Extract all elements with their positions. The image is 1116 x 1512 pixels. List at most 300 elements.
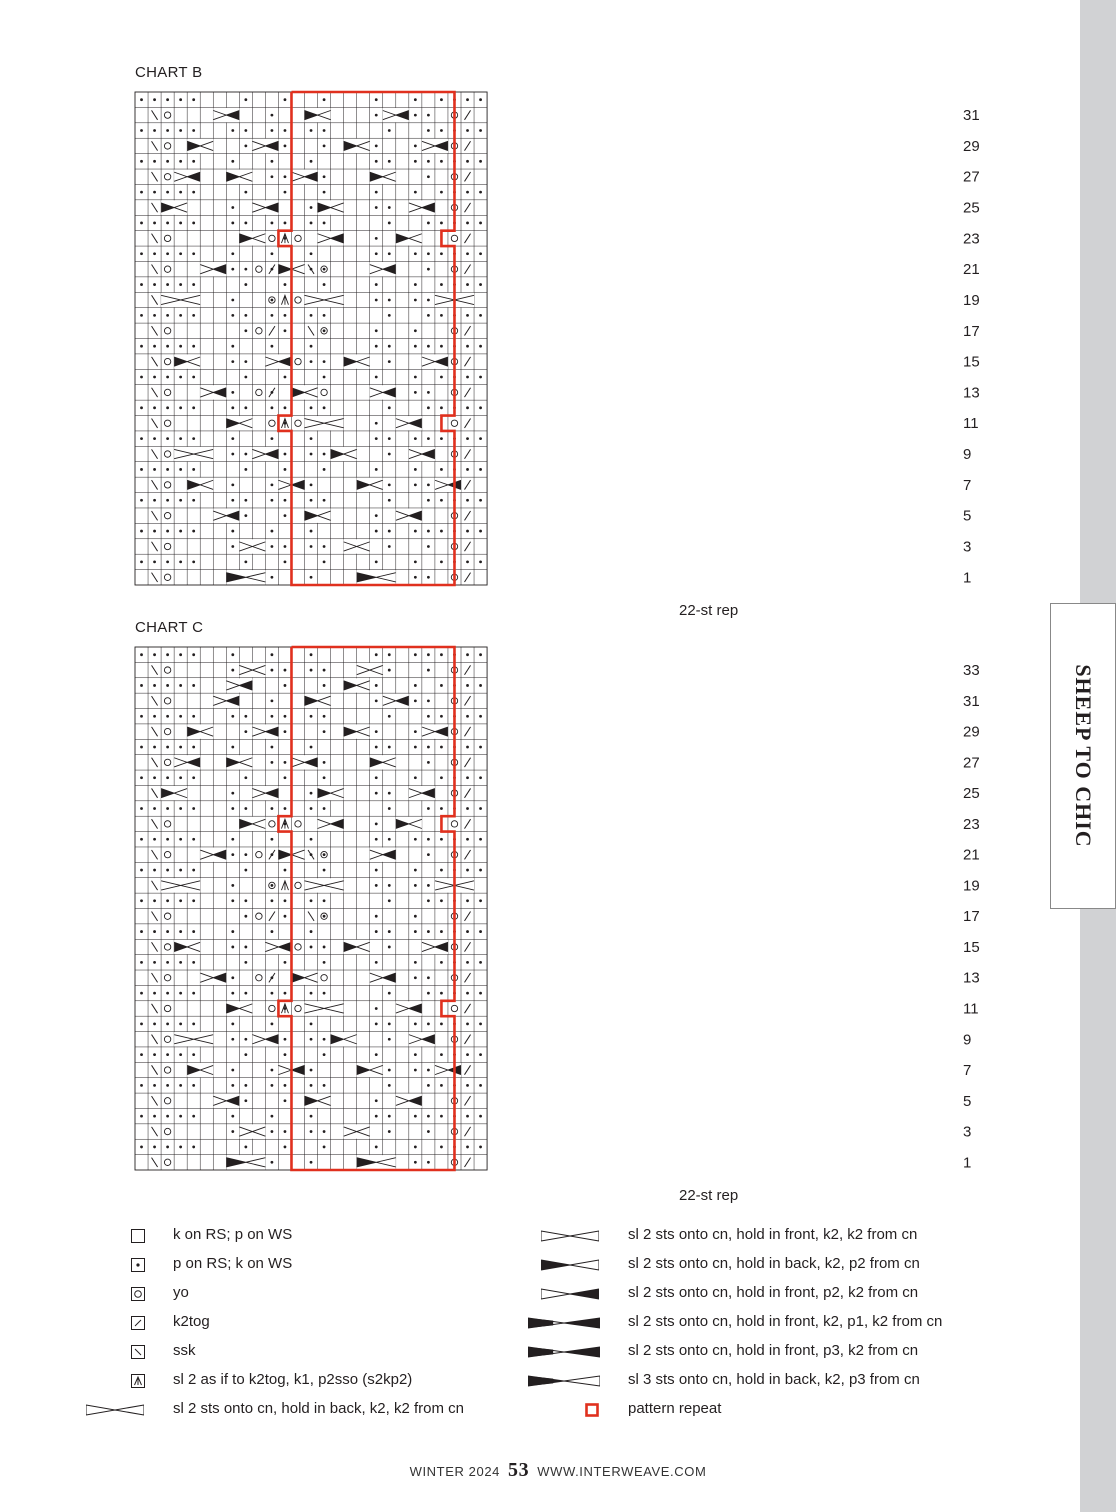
purl-dot (414, 915, 417, 918)
purl-dot (153, 961, 156, 964)
purl-dot (192, 776, 195, 779)
purl-dot (166, 684, 169, 687)
purl-dot (440, 684, 443, 687)
purl-dot (231, 746, 234, 749)
purl-dot (192, 1053, 195, 1056)
purl-dot (166, 961, 169, 964)
chart-c-row-number: 15 (963, 938, 980, 956)
purl-dot (479, 1084, 482, 1087)
purl-dot (479, 869, 482, 872)
purl-dot (414, 838, 417, 841)
purl-dot (427, 761, 430, 764)
purl-dot (440, 930, 443, 933)
purl-dot (375, 822, 378, 825)
chart-b-row-number: 13 (963, 384, 980, 402)
chart-b-row-number: 27 (963, 168, 980, 186)
purl-dot (388, 1130, 391, 1133)
purl-dot (388, 807, 391, 810)
chart-c-row-number: 25 (963, 785, 980, 803)
purl-dot (231, 1069, 234, 1072)
purl-dot (479, 961, 482, 964)
legend-text: pattern repeat (628, 1400, 722, 1417)
purl-dot (466, 715, 469, 718)
purl-dot (192, 746, 195, 749)
purl-dot (427, 1084, 430, 1087)
purl-dot (375, 684, 378, 687)
purl-dot (440, 869, 443, 872)
purl-dot (166, 838, 169, 841)
purl-dot (375, 746, 378, 749)
purl-dot (310, 899, 313, 902)
purl-dot (231, 807, 234, 810)
purl-dot (427, 699, 430, 702)
purl-dot (310, 1022, 313, 1025)
purl-dot (284, 776, 287, 779)
purl-dot (466, 992, 469, 995)
purl-dot (427, 1161, 430, 1164)
purl-dot (466, 776, 469, 779)
purl-dot (414, 976, 417, 979)
purl-dot (466, 838, 469, 841)
purl-dot (231, 1022, 234, 1025)
purl-dot (414, 776, 417, 779)
chart-b-rep-label: 22-st rep (679, 602, 739, 619)
purl-dot (192, 684, 195, 687)
chart-c-title: CHART C (135, 619, 204, 636)
purl-dot (310, 992, 313, 995)
legend-text: k on RS; p on WS (173, 1226, 293, 1243)
purl-dot (179, 807, 182, 810)
purl-dot (427, 976, 430, 979)
purl-dot (179, 715, 182, 718)
purl-dot (427, 1115, 430, 1118)
purl-dot (440, 1084, 443, 1087)
purl-dot (388, 884, 391, 887)
purl-dot (427, 1022, 430, 1025)
purl-dot (271, 884, 274, 887)
purl-dot (166, 1022, 169, 1025)
purl-dot (323, 853, 326, 856)
purl-dot (323, 715, 326, 718)
purl-dot (479, 1053, 482, 1056)
legend-text: p on RS; k on WS (173, 1255, 293, 1272)
purl-dot (440, 899, 443, 902)
purl-dot (284, 992, 287, 995)
purl-dot (440, 1022, 443, 1025)
legend-symbol-pattern-repeat (585, 1403, 599, 1422)
purl-dot (414, 1115, 417, 1118)
purl-dot (388, 992, 391, 995)
purl-dot (388, 946, 391, 949)
purl-dot (427, 899, 430, 902)
purl-dot (388, 1038, 391, 1041)
purl-dot (427, 1130, 430, 1133)
purl-dot (323, 1146, 326, 1149)
purl-dot (231, 930, 234, 933)
purl-dot (375, 838, 378, 841)
purl-dot (479, 930, 482, 933)
purl-dot (271, 807, 274, 810)
purl-dot (440, 961, 443, 964)
purl-dot (271, 715, 274, 718)
legend-symbol-cable-2-2-rpc (541, 1257, 599, 1278)
purl-dot (192, 930, 195, 933)
purl-dot (271, 1084, 274, 1087)
chart-b-row-number: 21 (963, 261, 980, 279)
purl-dot (375, 915, 378, 918)
purl-dot (310, 946, 313, 949)
purl-dot (244, 807, 247, 810)
purl-dot (179, 899, 182, 902)
chart-c-row-number: 33 (963, 662, 980, 680)
purl-dot (375, 1146, 378, 1149)
purl-dot (310, 1130, 313, 1133)
chart-c-row-number: 13 (963, 969, 980, 987)
purl-dot (466, 899, 469, 902)
legend-text: sl 2 sts onto cn, hold in front, p2, k2 from cn (628, 1284, 919, 1301)
purl-dot (388, 792, 391, 795)
purl-dot (284, 1099, 287, 1102)
purl-dot (388, 653, 391, 656)
purl-dot (192, 899, 195, 902)
footer-issue: WINTER 2024 (409, 1464, 500, 1479)
purl-dot (244, 899, 247, 902)
legend-text: sl 2 sts onto cn, hold in front, p3, k2 from cn (628, 1342, 919, 1359)
purl-dot (284, 869, 287, 872)
purl-dot (323, 869, 326, 872)
chart-b-row-number: 5 (963, 507, 972, 525)
purl-dot (192, 653, 195, 656)
legend-symbol-cable-2-1-2-lc (528, 1315, 600, 1336)
purl-dot (153, 653, 156, 656)
purl-dot (166, 807, 169, 810)
purl-dot (375, 699, 378, 702)
purl-dot (414, 1022, 417, 1025)
page-footer (0, 1459, 1116, 1482)
purl-dot (375, 653, 378, 656)
legend-text: yo (173, 1284, 189, 1301)
purl-dot (375, 1007, 378, 1010)
chart-c-row-number: 21 (963, 846, 980, 864)
section-tab (1050, 603, 1116, 909)
purl-dot (140, 1053, 143, 1056)
purl-dot (440, 1146, 443, 1149)
purl-dot (414, 930, 417, 933)
purl-dot (271, 699, 274, 702)
purl-dot (427, 746, 430, 749)
purl-dot (140, 930, 143, 933)
purl-dot (284, 915, 287, 918)
purl-dot (179, 776, 182, 779)
purl-dot (284, 1130, 287, 1133)
purl-dot (479, 992, 482, 995)
chart-b-row-number: 3 (963, 538, 972, 556)
purl-dot (440, 715, 443, 718)
purl-dot (375, 792, 378, 795)
purl-dot (466, 1053, 469, 1056)
legend-symbol-cable-2-2-lc (541, 1228, 599, 1249)
purl-dot (414, 961, 417, 964)
purl-dot (166, 1084, 169, 1087)
purl-dot (466, 1022, 469, 1025)
purl-dot (271, 1069, 274, 1072)
purl-dot (244, 869, 247, 872)
purl-dot (271, 746, 274, 749)
chart-c-row-number: 7 (963, 1062, 972, 1080)
purl-dot (323, 899, 326, 902)
purl-dot (388, 746, 391, 749)
purl-dot (244, 961, 247, 964)
purl-dot (388, 899, 391, 902)
purl-dot (323, 669, 326, 672)
purl-dot (479, 899, 482, 902)
chart-b-row-number: 7 (963, 476, 972, 494)
legend-text: sl 3 sts onto cn, hold in back, k2, p3 from cn (628, 1371, 920, 1388)
purl-dot (271, 761, 274, 764)
purl-dot (244, 776, 247, 779)
purl-dot (140, 746, 143, 749)
purl-dot (323, 1053, 326, 1056)
purl-dot (166, 1053, 169, 1056)
purl-dot (323, 684, 326, 687)
purl-dot (179, 1115, 182, 1118)
legend-symbol-s2kp2-arrow (131, 1374, 145, 1393)
purl-dot (479, 715, 482, 718)
purl-dot (153, 715, 156, 718)
chart-b-row-number: 15 (963, 353, 980, 371)
purl-dot (414, 884, 417, 887)
purl-dot (179, 684, 182, 687)
chart-c-row-number: 29 (963, 723, 980, 741)
purl-dot (284, 730, 287, 733)
purl-dot (375, 730, 378, 733)
purl-dot (140, 869, 143, 872)
purl-dot (179, 838, 182, 841)
legend-symbol-cable-2-3-lpc (528, 1344, 600, 1365)
purl-dot (310, 930, 313, 933)
purl-dot (414, 699, 417, 702)
purl-dot (244, 1146, 247, 1149)
purl-dot (310, 653, 313, 656)
purl-dot (166, 869, 169, 872)
purl-dot (179, 1022, 182, 1025)
chart-b-row-number: 19 (963, 291, 980, 309)
legend-text: ssk (173, 1342, 196, 1359)
purl-dot (466, 1146, 469, 1149)
purl-dot (192, 992, 195, 995)
purl-dot (310, 792, 313, 795)
purl-dot (375, 1053, 378, 1056)
purl-dot (466, 746, 469, 749)
purl-dot (323, 992, 326, 995)
purl-dot (140, 807, 143, 810)
purl-dot (427, 930, 430, 933)
purl-dot (479, 807, 482, 810)
purl-dot (166, 715, 169, 718)
purl-dot (153, 1022, 156, 1025)
purl-dot (153, 1053, 156, 1056)
purl-dot (375, 1022, 378, 1025)
purl-dot (231, 992, 234, 995)
purl-dot (479, 1146, 482, 1149)
purl-dot (440, 653, 443, 656)
purl-dot (466, 961, 469, 964)
purl-dot (244, 915, 247, 918)
purl-dot (388, 1084, 391, 1087)
purl-dot (284, 807, 287, 810)
purl-dot (140, 838, 143, 841)
purl-dot (375, 869, 378, 872)
chart-c-row-number: 17 (963, 908, 980, 926)
purl-dot (310, 1084, 313, 1087)
purl-dot (244, 946, 247, 949)
chart-b-row-number: 17 (963, 322, 980, 340)
purl-dot (231, 669, 234, 672)
legend-text: sl 2 sts onto cn, hold in front, k2, p1, k2 from cn (628, 1313, 943, 1330)
purl-dot (231, 946, 234, 949)
purl-dot (479, 1115, 482, 1118)
purl-dot (231, 1084, 234, 1087)
purl-dot (323, 807, 326, 810)
legend-symbol-purl-dot (131, 1258, 145, 1277)
purl-dot (388, 1022, 391, 1025)
legend-symbol-cable-2-2-lpc (541, 1286, 599, 1307)
purl-dot (310, 1038, 313, 1041)
purl-dot (310, 807, 313, 810)
legend-symbol-knit-square (131, 1229, 145, 1248)
purl-dot (466, 653, 469, 656)
purl-dot (153, 1084, 156, 1087)
purl-dot (231, 899, 234, 902)
purl-dot (271, 838, 274, 841)
chart-b-row-number: 25 (963, 199, 980, 217)
legend-symbol-k2tog-slash (131, 1316, 145, 1335)
purl-dot (323, 1038, 326, 1041)
legend-symbol-cable-2-2-rc (86, 1402, 144, 1423)
purl-dot (166, 776, 169, 779)
chart-b-row-number: 11 (963, 415, 979, 433)
purl-dot (192, 961, 195, 964)
purl-dot (271, 1130, 274, 1133)
purl-dot (244, 992, 247, 995)
purl-dot (166, 746, 169, 749)
purl-dot (375, 776, 378, 779)
purl-dot (244, 1038, 247, 1041)
purl-dot (231, 792, 234, 795)
purl-dot (231, 853, 234, 856)
purl-dot (414, 1146, 417, 1149)
chart-c-row-number: 5 (963, 1092, 972, 1110)
purl-dot (323, 730, 326, 733)
purl-dot (192, 1146, 195, 1149)
purl-dot (166, 930, 169, 933)
purl-dot (310, 838, 313, 841)
purl-dot (179, 746, 182, 749)
purl-dot (440, 1115, 443, 1118)
legend-text: k2tog (173, 1313, 210, 1330)
purl-dot (192, 869, 195, 872)
purl-dot (323, 915, 326, 918)
purl-dot (310, 1161, 313, 1164)
legend-text: sl 2 sts onto cn, hold in front, k2, k2 from cn (628, 1226, 918, 1243)
chart-b-row-number: 31 (963, 107, 980, 125)
purl-dot (192, 715, 195, 718)
purl-dot (231, 715, 234, 718)
purl-dot (427, 992, 430, 995)
purl-dot (153, 684, 156, 687)
purl-dot (271, 992, 274, 995)
purl-dot (479, 746, 482, 749)
purl-dot (440, 746, 443, 749)
purl-dot (284, 1053, 287, 1056)
purl-dot (414, 869, 417, 872)
purl-dot (153, 992, 156, 995)
purl-dot (179, 1084, 182, 1087)
purl-dot (388, 715, 391, 718)
purl-dot (231, 1038, 234, 1041)
legend-text: sl 2 sts onto cn, hold in back, k2, p2 from cn (628, 1255, 920, 1272)
purl-dot (192, 838, 195, 841)
purl-dot (427, 838, 430, 841)
purl-dot (310, 1115, 313, 1118)
purl-dot (140, 1115, 143, 1118)
purl-dot (140, 684, 143, 687)
purl-dot (153, 869, 156, 872)
purl-dot (323, 946, 326, 949)
purl-dot (166, 1115, 169, 1118)
purl-dot (440, 992, 443, 995)
purl-dot (244, 715, 247, 718)
purl-dot (140, 776, 143, 779)
purl-dot (231, 884, 234, 887)
purl-dot (414, 1053, 417, 1056)
purl-dot (284, 899, 287, 902)
purl-dot (231, 1115, 234, 1118)
purl-dot (192, 807, 195, 810)
purl-dot (231, 838, 234, 841)
purl-dot (179, 1146, 182, 1149)
purl-dot (466, 869, 469, 872)
purl-dot (323, 776, 326, 779)
purl-dot (414, 730, 417, 733)
purl-dot (466, 1084, 469, 1087)
chart-c-row-number: 31 (963, 692, 980, 710)
purl-dot (440, 838, 443, 841)
purl-dot (179, 992, 182, 995)
purl-dot (140, 1084, 143, 1087)
purl-dot (310, 746, 313, 749)
legend-symbol-cable-3-2-rpc (528, 1373, 600, 1394)
purl-dot (271, 669, 274, 672)
purl-dot (323, 761, 326, 764)
purl-dot (427, 653, 430, 656)
purl-dot (284, 1084, 287, 1087)
purl-dot (140, 715, 143, 718)
purl-dot (179, 961, 182, 964)
legend-text: sl 2 as if to k2tog, k1, p2sso (s2kp2) (173, 1371, 413, 1388)
purl-dot (427, 884, 430, 887)
chart-b-row-number: 9 (963, 446, 972, 464)
purl-dot (414, 684, 417, 687)
legend-symbol-ssk-backslash (131, 1345, 145, 1364)
purl-dot (140, 1022, 143, 1025)
purl-dot (479, 684, 482, 687)
purl-dot (179, 1053, 182, 1056)
purl-dot (388, 669, 391, 672)
purl-dot (427, 807, 430, 810)
purl-dot (153, 807, 156, 810)
purl-dot (440, 776, 443, 779)
